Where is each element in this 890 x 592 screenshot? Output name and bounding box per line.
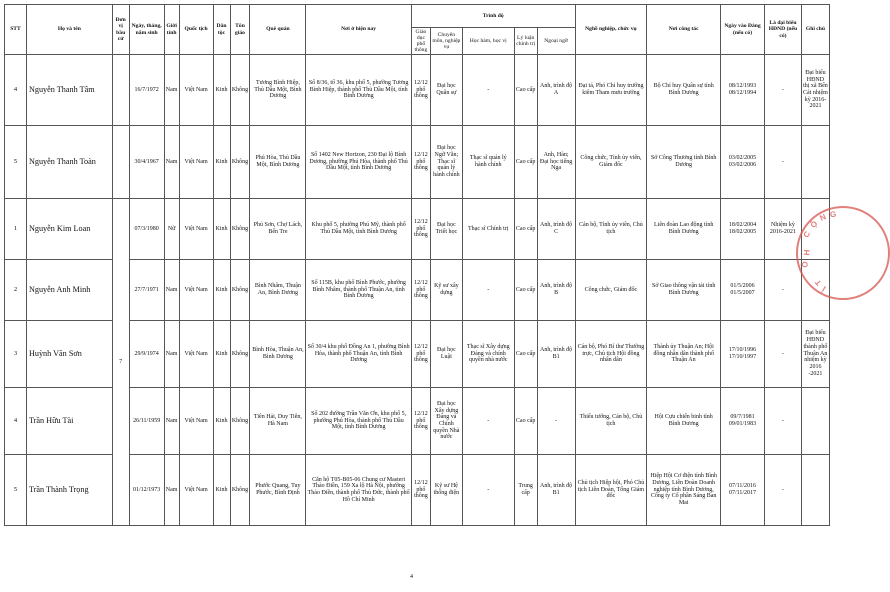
cell-workplace: Sở Giao thông vận tải tỉnh Bình Dương: [647, 260, 721, 321]
header-unit: Đơn vị bầu cử: [112, 5, 129, 55]
cell-ethnicity: Kinh: [213, 260, 230, 321]
header-note: Ghi chú: [801, 5, 829, 55]
cell-name: Trần Thành Trọng: [26, 455, 112, 526]
cell-unit: [112, 126, 129, 199]
cell-stt: 1: [5, 199, 27, 260]
cell-religion: Không: [230, 126, 250, 199]
cell-ethnicity: Kinh: [213, 455, 230, 526]
cell-residence: Số 1402 New Horizon, 230 Đại lộ Bình Dương, phường Phú Hòa, thành phố Thủ Dầu Một, tỉnh Bình Dương: [306, 126, 412, 199]
cell-name: Nguyễn Kim Loan: [26, 199, 112, 260]
page-number: 4: [410, 574, 413, 580]
cell-residence: Khu phố 5, phường Phú Mỹ, thành phố Thủ Dầu Một, tỉnh Bình Dương: [306, 199, 412, 260]
cell-hometown: Tương Bình Hiệp, Thủ Dầu Một, Bình Dương: [250, 55, 306, 126]
header-religion: Tôn giáo: [230, 5, 250, 55]
cell-dob: 27/7/1971: [129, 260, 164, 321]
cell-language: Anh, trình độ B1: [537, 321, 575, 388]
cell-religion: Không: [230, 388, 250, 455]
cell-language: Anh, trình độ A: [537, 55, 575, 126]
header-party-join: Ngày vào Đảng (nếu có): [721, 5, 765, 55]
cell-dob: 01/12/1973: [129, 455, 164, 526]
cell-occupation: Công chức, Tỉnh ủy viên, Giám đốc: [575, 126, 647, 199]
header-gender: Giới tính: [164, 5, 179, 55]
cell-gender: Nam: [164, 455, 179, 526]
cell-hometown: Phú Sơn, Chợ Lách, Bến Tre: [250, 199, 306, 260]
cell-stt: 5: [5, 455, 27, 526]
table-row: [5, 388, 830, 455]
cell-workplace: Bộ Chỉ huy Quân sự tỉnh Bình Dương: [647, 55, 721, 126]
cell-specialty: Kỹ sư Hệ thống điện: [430, 455, 462, 526]
cell-ethnicity: Kinh: [213, 126, 230, 199]
cell-nationality: Việt Nam: [179, 55, 213, 126]
cell-dob: 07/3/1980: [129, 199, 164, 260]
candidate-table: [4, 4, 830, 526]
cell-nationality: Việt Nam: [179, 388, 213, 455]
cell-stt: 4: [5, 388, 27, 455]
header-specialty: Chuyên môn, nghiệp vụ: [430, 28, 462, 55]
candidate-table-sheet: [4, 4, 830, 526]
cell-dob: 16/7/1972: [129, 55, 164, 126]
cell-unit: [112, 55, 129, 126]
cell-political: Cao cấp: [514, 55, 537, 126]
cell-gender: Nữ: [164, 199, 179, 260]
cell-note: Đại biểu HĐND thị xã Bến Cát nhiệm kỳ 2016-2021: [801, 55, 829, 126]
cell-academic: Thạc sĩ quản lý hành chính: [462, 126, 514, 199]
cell-nationality: Việt Nam: [179, 455, 213, 526]
cell-occupation: Công chức, Giám đốc: [575, 260, 647, 321]
cell-occupation: Cán bộ, Tỉnh ủy viên, Chủ tịch: [575, 199, 647, 260]
cell-name: Huỳnh Văn Sơn: [26, 321, 112, 388]
header-education-group: Trình độ: [411, 5, 575, 28]
cell-unit-group: 7: [112, 199, 129, 526]
cell-gender: Nam: [164, 260, 179, 321]
header-nationality: Quốc tịch: [179, 5, 213, 55]
cell-residence: Căn hộ T05-B05-06 Chung cư Masteri Thảo Điền, 159 Xa lộ Hà Nội, phường Thảo Điền, thành phố Thủ Đức, thành phố Hồ Chí Minh: [306, 455, 412, 526]
cell-dob: 26/11/1959: [129, 388, 164, 455]
cell-academic: -: [462, 455, 514, 526]
cell-hdnd-rep: -: [764, 260, 801, 321]
header-hometown: Quê quán: [250, 5, 306, 55]
cell-general-edu: 12/12 phổ thông: [411, 260, 430, 321]
header-general-edu: Giáo dục phổ thông: [411, 28, 430, 55]
cell-note: [801, 388, 829, 455]
cell-hdnd-rep: -: [764, 388, 801, 455]
cell-party-join: 08/12/1993 08/12/1994: [721, 55, 765, 126]
cell-specialty: Đại học Quân sự: [430, 55, 462, 126]
cell-party-join: 01/5/2006 01/5/2007: [721, 260, 765, 321]
cell-workplace: Thành ủy Thuận An; Hội đồng nhân dân thành phố Thuận An: [647, 321, 721, 388]
cell-general-edu: 12/12 phổ thông: [411, 388, 430, 455]
cell-political: Cao cấp: [514, 199, 537, 260]
cell-academic: -: [462, 388, 514, 455]
cell-residence: Số 30/4 khu phố Đồng An 1, phường Bình Hòa, thành phố Thuận An, tỉnh Bình Dương: [306, 321, 412, 388]
cell-name: Nguyễn Thanh Tâm: [26, 55, 112, 126]
cell-specialty: Đại học Xây dựng Đảng và Chính quyền Nhà nước: [430, 388, 462, 455]
header-hdnd-rep: Là đại biểu HĐND (nếu có): [764, 5, 801, 55]
header-dob: Ngày, tháng, năm sinh: [129, 5, 164, 55]
header-workplace: Nơi công tác: [647, 5, 721, 55]
cell-specialty: Kỹ sư xây dựng: [430, 260, 462, 321]
cell-nationality: Việt Nam: [179, 199, 213, 260]
cell-academic: Thạc sĩ Xây dựng Đảng và chính quyền nhà nước: [462, 321, 514, 388]
header-name: Họ và tên: [26, 5, 112, 55]
cell-academic: -: [462, 55, 514, 126]
cell-party-join: 07/11/2016 07/11/2017: [721, 455, 765, 526]
header-residence: Nơi ở hiện nay: [306, 5, 412, 55]
cell-language: Anh, trình độ B: [537, 260, 575, 321]
cell-hdnd-rep: Nhiệm kỳ 2016-2021: [764, 199, 801, 260]
cell-general-edu: 12/12 phổ thông: [411, 321, 430, 388]
cell-dob: 29/9/1974: [129, 321, 164, 388]
cell-ethnicity: Kinh: [213, 199, 230, 260]
cell-political: Cao cấp: [514, 321, 537, 388]
cell-stt: 4: [5, 55, 27, 126]
cell-name: Nguyễn Anh Minh: [26, 260, 112, 321]
table-row: [5, 55, 830, 126]
table-row: [5, 126, 830, 199]
cell-workplace: Hội Cựu chiến binh tỉnh Bình Dương: [647, 388, 721, 455]
cell-ethnicity: Kinh: [213, 321, 230, 388]
cell-nationality: Việt Nam: [179, 260, 213, 321]
cell-occupation: Thiếu tướng, Cán bộ, Chủ tịch: [575, 388, 647, 455]
cell-gender: Nam: [164, 55, 179, 126]
cell-stt: 5: [5, 126, 27, 199]
cell-hdnd-rep: -: [764, 321, 801, 388]
cell-name: Nguyễn Thanh Toàn: [26, 126, 112, 199]
cell-language: Anh, trình độ B1: [537, 455, 575, 526]
cell-nationality: Việt Nam: [179, 126, 213, 199]
cell-gender: Nam: [164, 388, 179, 455]
header-stt: STT: [5, 5, 27, 55]
header-language: Ngoại ngữ: [537, 28, 575, 55]
cell-hometown: Tiên Hải, Duy Tiên, Hà Nam: [250, 388, 306, 455]
cell-hometown: Phú Hòa, Thủ Dầu Một, Bình Dương: [250, 126, 306, 199]
cell-political: Trung cấp: [514, 455, 537, 526]
cell-ethnicity: Kinh: [213, 388, 230, 455]
table-row: [5, 321, 830, 388]
table-row: [5, 260, 830, 321]
cell-residence: Số 8/36, tổ 36, khu phố 5, phường Tương Bình Hiệp, thành phố Thủ Dầu Một, tỉnh Bình Dương: [306, 55, 412, 126]
cell-hdnd-rep: -: [764, 455, 801, 526]
header-political: Lý luận chính trị: [514, 28, 537, 55]
table-row: [5, 455, 830, 526]
cell-specialty: Đại học Triết học: [430, 199, 462, 260]
header-academic: Học hàm, học vị: [462, 28, 514, 55]
cell-hometown: Bình Hòa, Thuận An, Bình Dương: [250, 321, 306, 388]
cell-note: [801, 455, 829, 526]
cell-occupation: Đại tá, Phó Chỉ huy trưởng kiêm Tham mưu trưởng: [575, 55, 647, 126]
cell-specialty: Đại học Luật: [430, 321, 462, 388]
cell-religion: Không: [230, 260, 250, 321]
cell-nationality: Việt Nam: [179, 321, 213, 388]
cell-specialty: Đại học Ngữ Văn; Thạc sĩ quản lý hành chính: [430, 126, 462, 199]
cell-residence: Số 202 đường Trần Văn Ơn, khu phố 5, phường Phú Hòa, thành phố Thủ Dầu Một, tỉnh Bình Dương: [306, 388, 412, 455]
cell-stt: 2: [5, 260, 27, 321]
cell-political: Cao cấp: [514, 126, 537, 199]
cell-party-join: 09/7/1981 09/01/1983: [721, 388, 765, 455]
cell-language: Anh, Hàn; Đại học tiếng Nga: [537, 126, 575, 199]
cell-workplace: Sở Công Thương tỉnh Bình Dương: [647, 126, 721, 199]
cell-religion: Không: [230, 199, 250, 260]
cell-workplace: Hiệp Hội Cơ điện tỉnh Bình Dương, Liên Đoàn Doanh nghiệp tỉnh Bình Dương, Công ty Cổ phần Sáng Ban Mai: [647, 455, 721, 526]
cell-academic: -: [462, 260, 514, 321]
cell-note: Đại biểu HĐND thành phố Thuận An nhiệm kỳ 2016 -2021: [801, 321, 829, 388]
cell-general-edu: 12/12 phổ thông: [411, 455, 430, 526]
cell-ethnicity: Kinh: [213, 55, 230, 126]
cell-academic: Thạc sĩ Chính trị: [462, 199, 514, 260]
cell-party-join: 18/02/2004 18/02/2005: [721, 199, 765, 260]
cell-hometown: Bình Nhâm, Thuận An, Bình Dương: [250, 260, 306, 321]
cell-workplace: Liên đoàn Lao động tỉnh Bình Dương: [647, 199, 721, 260]
cell-gender: Nam: [164, 321, 179, 388]
cell-residence: Số 115B, khu phố Bình Phước, phường Bình Nhâm, thành phố Thuận An, tỉnh Bình Dương: [306, 260, 412, 321]
cell-religion: Không: [230, 55, 250, 126]
cell-party-join: 17/10/1996 17/10/1997: [721, 321, 765, 388]
cell-general-edu: 12/12 phổ thông: [411, 126, 430, 199]
cell-name: Trần Hữu Tài: [26, 388, 112, 455]
cell-note: [801, 126, 829, 199]
cell-gender: Nam: [164, 126, 179, 199]
cell-religion: Không: [230, 455, 250, 526]
header-ethnicity: Dân tộc: [213, 5, 230, 55]
cell-stt: 3: [5, 321, 27, 388]
cell-general-edu: 12/12 phổ thông: [411, 55, 430, 126]
cell-political: Cao cấp: [514, 260, 537, 321]
cell-hometown: Phước Quang, Tuy Phước, Bình Định: [250, 455, 306, 526]
cell-party-join: 03/02/2005 03/02/2006: [721, 126, 765, 199]
cell-occupation: Chủ tịch Hiệp hội, Phó Chủ tịch Liên Đoàn, Tổng Giám đốc: [575, 455, 647, 526]
cell-language: -: [537, 388, 575, 455]
cell-hdnd-rep: -: [764, 55, 801, 126]
cell-dob: 30/4/1967: [129, 126, 164, 199]
cell-language: Anh, trình độ C: [537, 199, 575, 260]
cell-political: Cao cấp: [514, 388, 537, 455]
cell-hdnd-rep: -: [764, 126, 801, 199]
cell-occupation: Cán bộ, Phó Bí thư Thường trực, Chủ tịch Hội đồng nhân dân: [575, 321, 647, 388]
cell-religion: Không: [230, 321, 250, 388]
cell-general-edu: 12/12 phổ thông: [411, 199, 430, 260]
official-seal-stamp: C Ộ N G H Ò T Ỉ: [796, 206, 890, 300]
table-row: [5, 199, 830, 260]
header-occupation: Nghề nghiệp, chức vụ: [575, 5, 647, 55]
